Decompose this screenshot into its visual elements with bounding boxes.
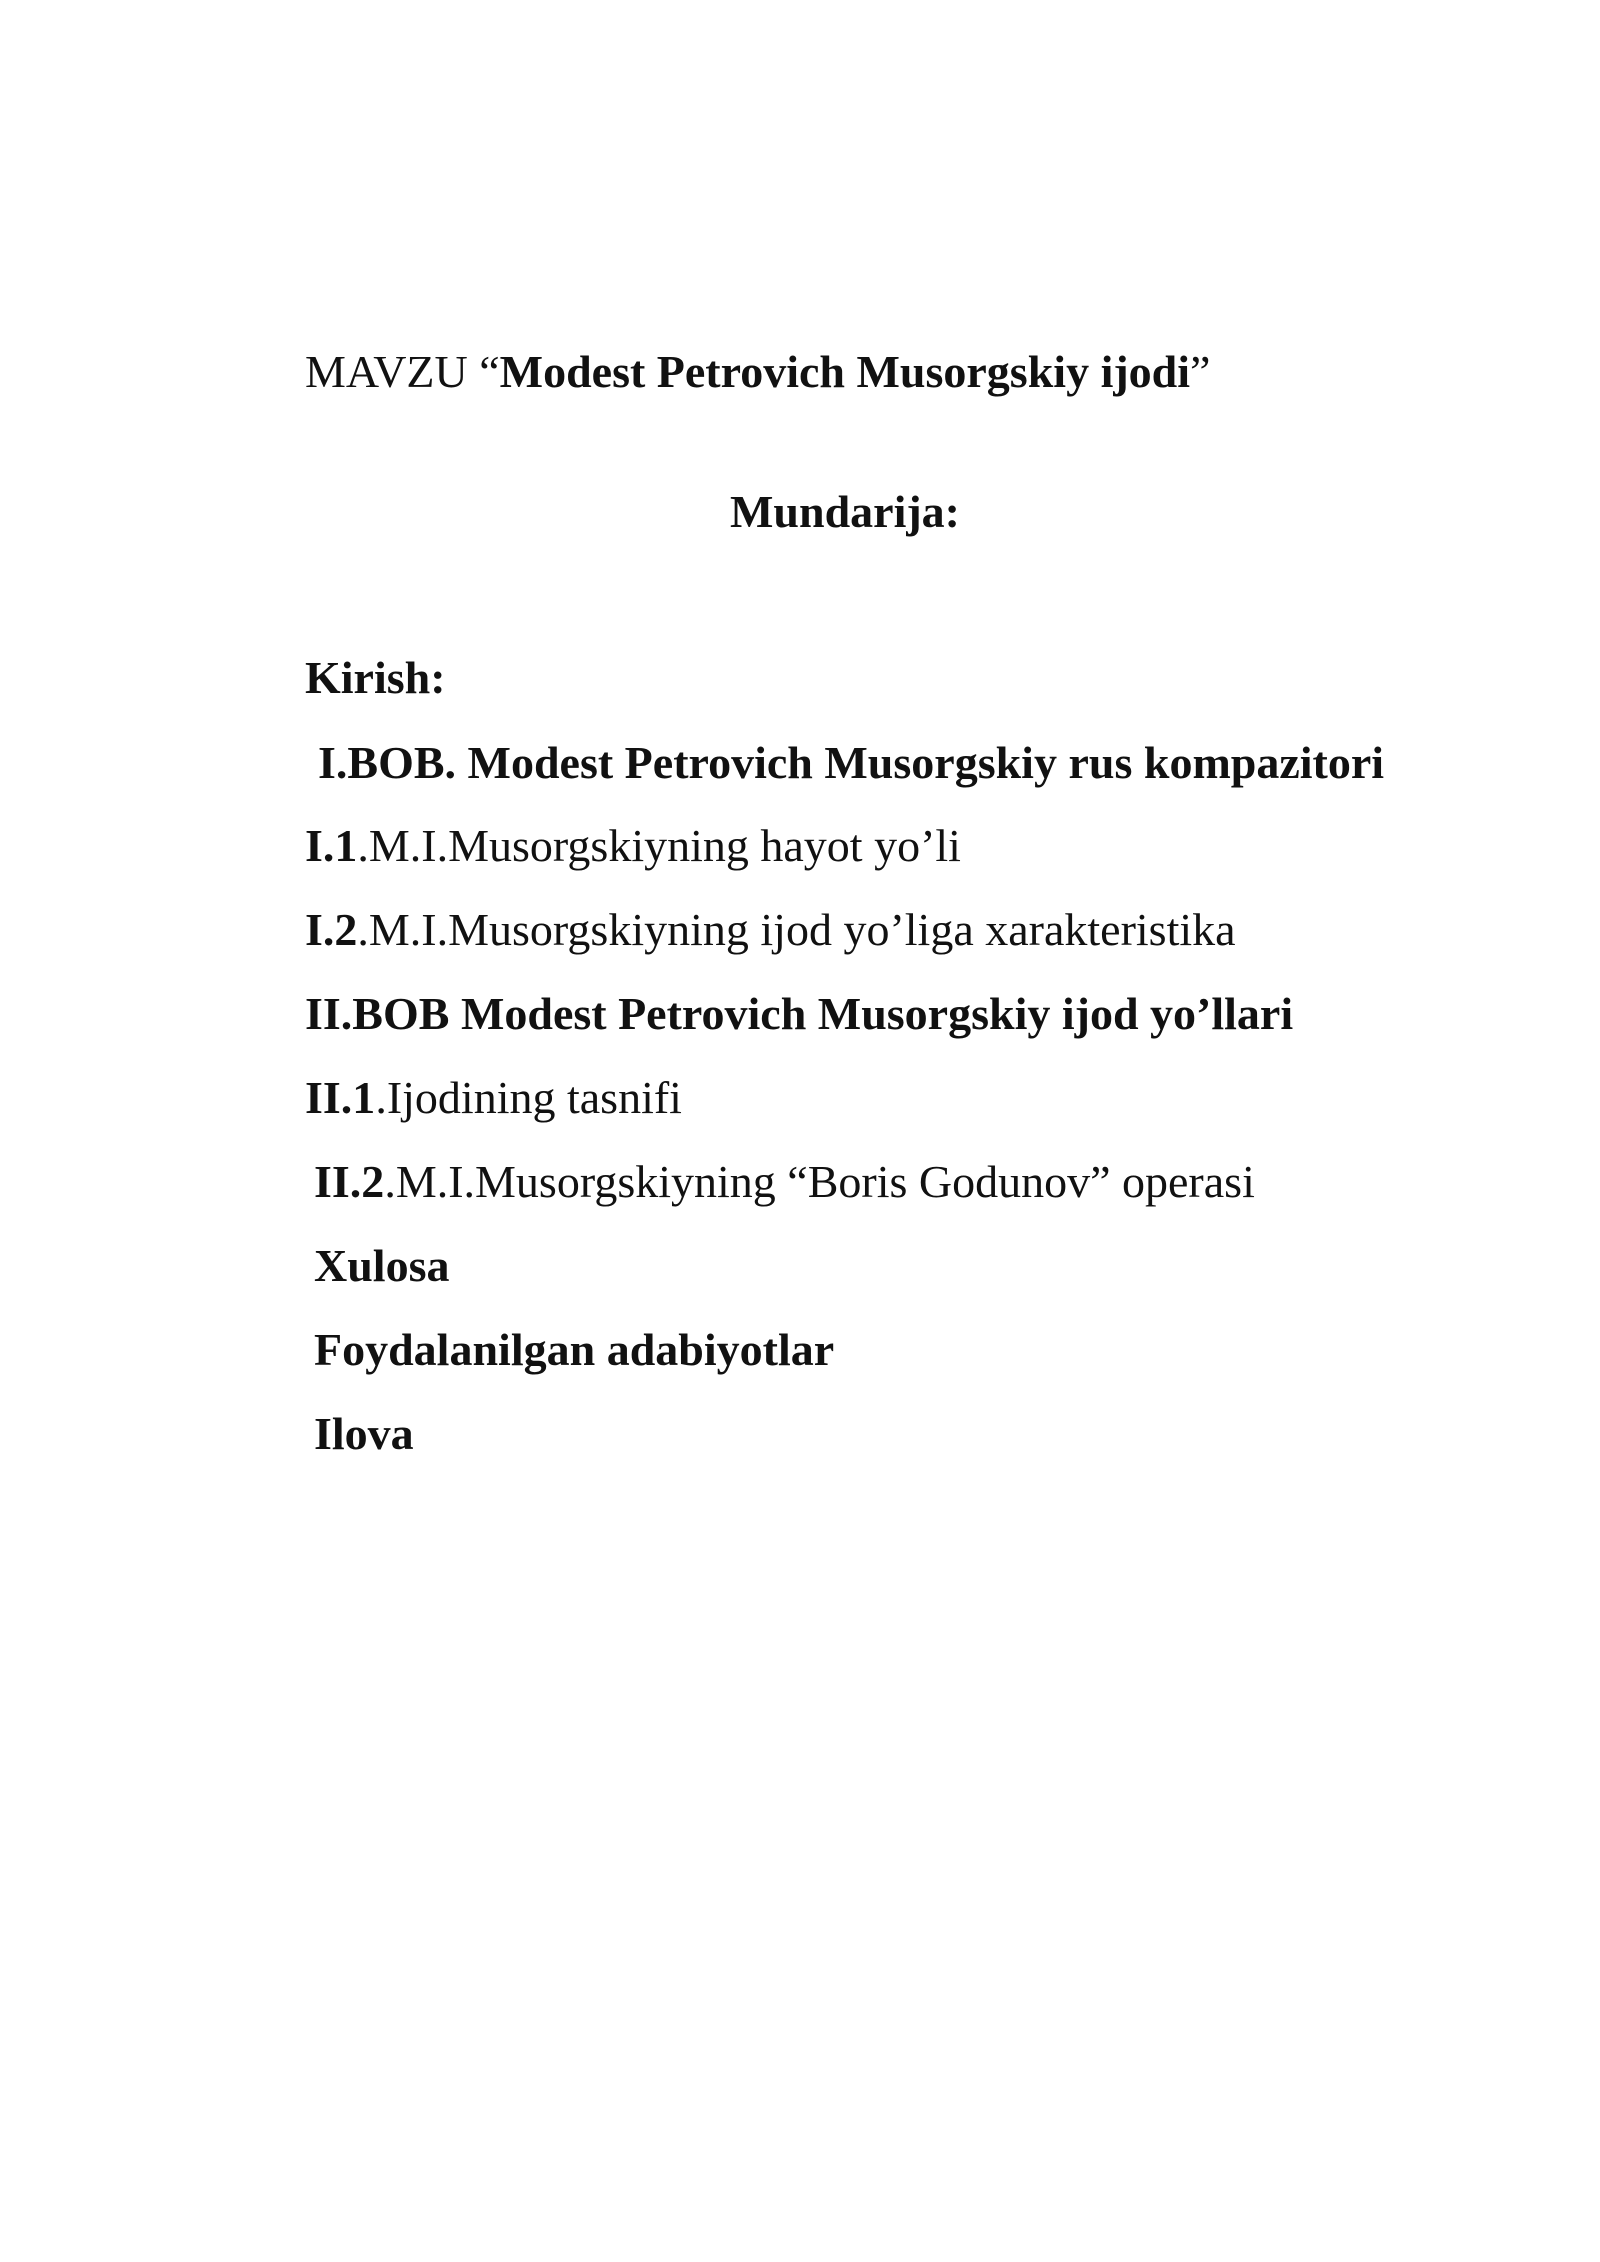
toc-item-number: II.BOB Modest Petrovich Musorgskiy ijod yo’llari — [305, 988, 1294, 1039]
toc-item-number: I.BOB. Modest Petrovich Musorgskiy rus kompazitori — [318, 737, 1385, 788]
toc-item-xulosa — [314, 1238, 449, 1294]
document-title — [305, 344, 1210, 400]
toc-item-number: I.2 — [305, 904, 358, 955]
toc-item-text: .M.I.Musorgskiyning ijod yo’liga xarakteristika — [357, 904, 1236, 955]
toc-item-number: II.1 — [305, 1072, 376, 1123]
toc-item-text: .Ijodining tasnifi — [375, 1072, 682, 1123]
toc-item-ilova — [314, 1406, 414, 1462]
title-suffix: ” — [1190, 346, 1211, 397]
toc-item-chapter-2 — [305, 986, 1293, 1042]
toc-item-text: .M.I.Musorgskiyning “Boris Godunov” operasi — [384, 1156, 1255, 1207]
toc-heading: Mundarija: — [730, 486, 960, 537]
toc-item-references — [314, 1322, 834, 1378]
toc-item-number: II.2 — [314, 1156, 385, 1207]
toc-item-number: Kirish: — [305, 652, 446, 703]
toc-item-number: Foydalanilgan adabiyotlar — [314, 1324, 835, 1375]
toc-item-number: Ilova — [314, 1408, 414, 1459]
toc-item-kirish — [305, 650, 446, 706]
toc-item-number: I.1 — [305, 820, 358, 871]
toc-item-chapter-1 — [318, 735, 1384, 791]
title-bold: Modest Petrovich Musorgskiy ijodi — [499, 346, 1191, 397]
toc-item-section-1-2 — [305, 902, 1236, 958]
toc-item-section-1-1 — [305, 818, 961, 874]
toc-item-section-2-2 — [314, 1154, 1255, 1210]
toc-item-section-2-1 — [305, 1070, 682, 1126]
toc-item-text: .M.I.Musorgskiyning hayot yo’li — [357, 820, 961, 871]
title-prefix: MAVZU “ — [305, 346, 500, 397]
toc-item-number: Xulosa — [314, 1240, 450, 1291]
